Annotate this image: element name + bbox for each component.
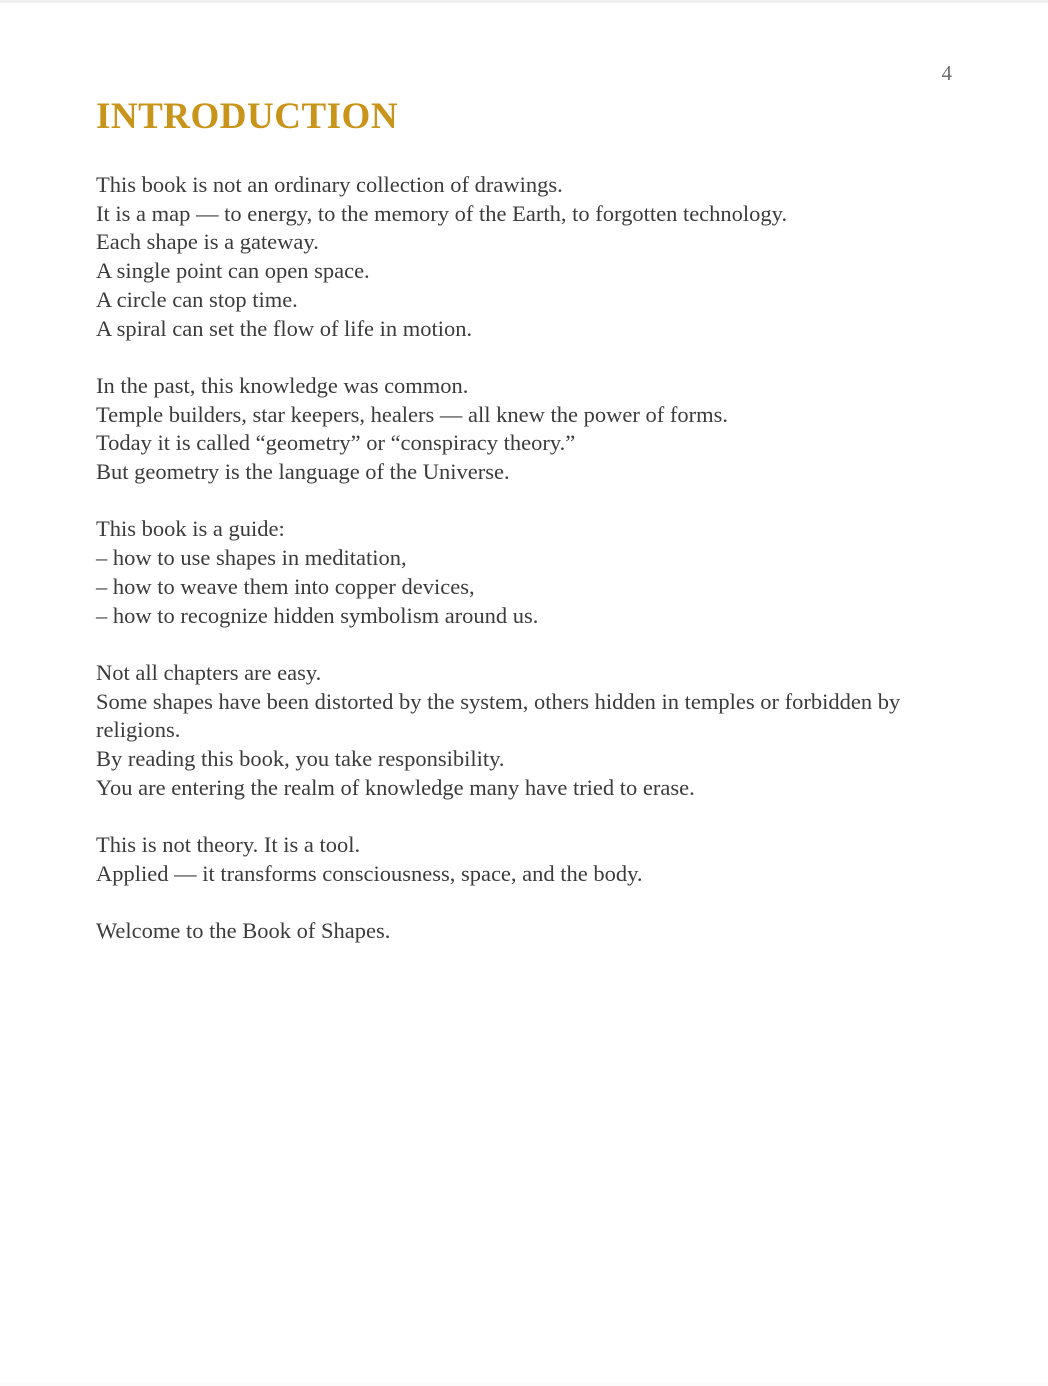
- text-line: Temple builders, star keepers, healers — all knew the power of forms.: [96, 401, 728, 427]
- paragraph: [96, 515, 952, 630]
- text-line: By reading this book, you take responsibility.: [96, 746, 505, 772]
- page-content: [96, 0, 952, 946]
- paragraph: [96, 659, 952, 803]
- text-line: But geometry is the language of the Universe.: [96, 459, 510, 485]
- text-line: A single point can open space.: [96, 258, 370, 284]
- text-line: This is not theory. It is a tool.: [96, 832, 361, 858]
- paragraph: [96, 831, 952, 888]
- body-text: [96, 171, 952, 946]
- text-line: In the past, this knowledge was common.: [96, 372, 469, 398]
- text-line: A spiral can set the flow of life in motion.: [96, 315, 473, 341]
- paragraph: [96, 171, 952, 343]
- text-line: A circle can stop time.: [96, 286, 298, 312]
- paragraph: [96, 917, 952, 946]
- text-line: Today it is called “geometry” or “conspiracy theory.”: [96, 430, 576, 456]
- text-line: Each shape is a gateway.: [96, 229, 319, 255]
- page-number: 4: [941, 61, 952, 85]
- text-line: This book is a guide:: [96, 516, 285, 542]
- page-title: INTRODUCTION: [96, 96, 399, 137]
- text-line: Some shapes have been distorted by the system, others hidden in temples or forbidden by religions.: [96, 688, 901, 743]
- text-line: Welcome to the Book of Shapes.: [96, 918, 391, 944]
- paragraph: [96, 372, 952, 487]
- page-bottom-edge: [0, 1382, 1048, 1386]
- text-line: This book is not an ordinary collection of drawings.: [96, 172, 563, 197]
- text-line: Not all chapters are easy.: [96, 659, 322, 685]
- text-line: – how to weave them into copper devices,: [96, 573, 475, 599]
- text-line: – how to recognize hidden symbolism around us.: [96, 602, 539, 628]
- text-line: You are entering the realm of knowledge many have tried to erase.: [96, 774, 695, 800]
- text-line: It is a map — to energy, to the memory of the Earth, to forgotten technology.: [96, 200, 788, 226]
- text-line: – how to use shapes in meditation,: [96, 545, 407, 571]
- text-line: Applied — it transforms consciousness, space, and the body.: [96, 860, 643, 886]
